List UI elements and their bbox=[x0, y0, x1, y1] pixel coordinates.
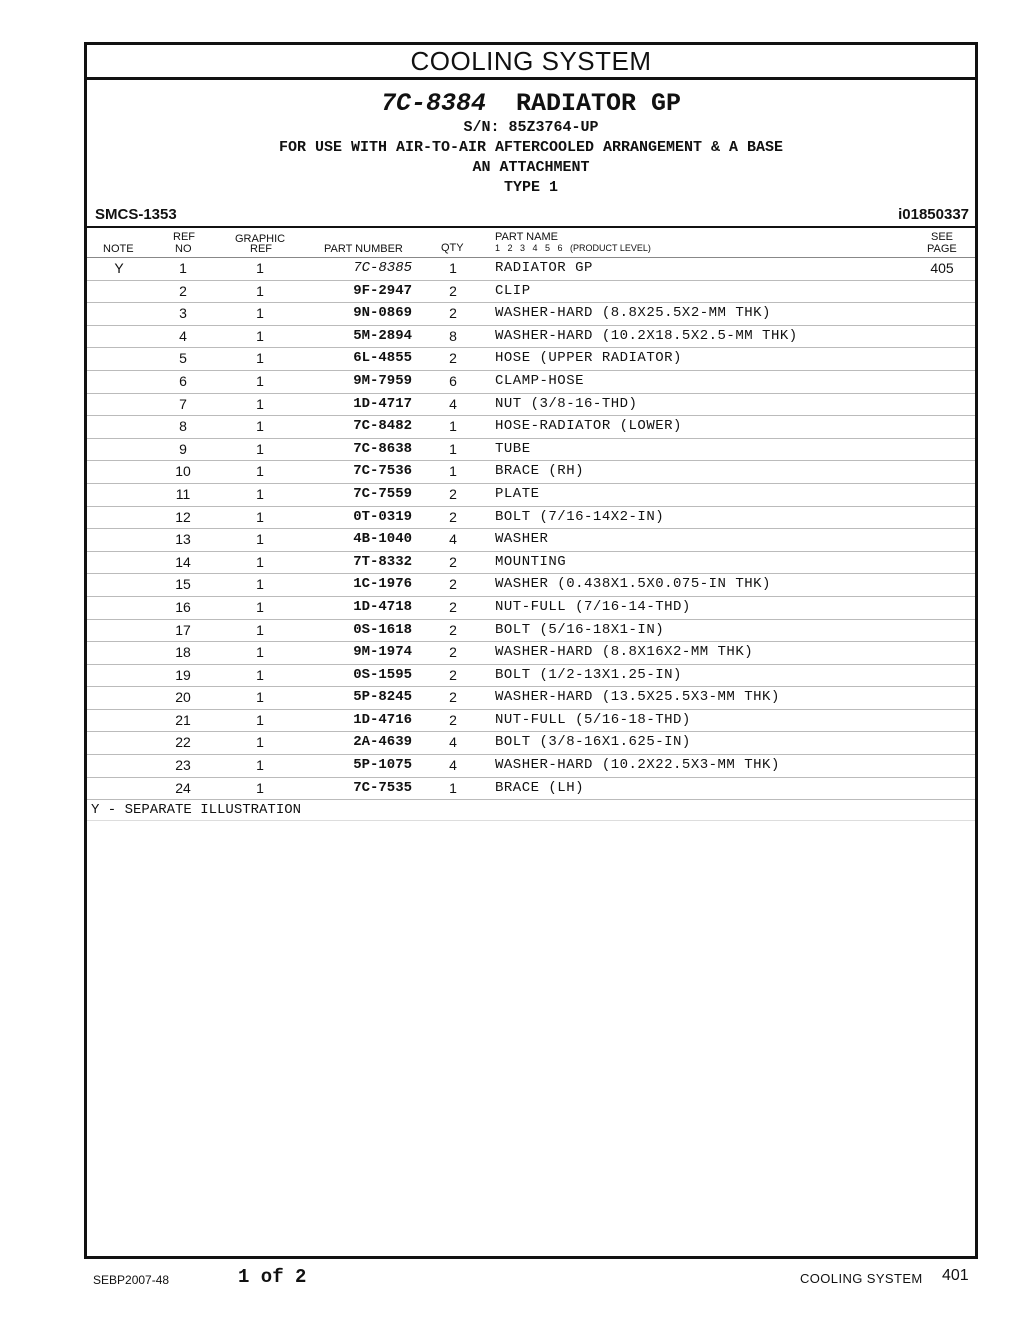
quantity-cell: 4 bbox=[449, 757, 457, 774]
group-name: RADIATOR GP bbox=[516, 89, 682, 118]
graphic-ref-cell: 1 bbox=[256, 757, 264, 774]
quantity-cell: 1 bbox=[449, 779, 457, 796]
ref-number-cell: 7 bbox=[179, 395, 187, 412]
part-number-link[interactable]: 7C-7559 bbox=[353, 485, 412, 502]
part-name-cell: BRACE (RH) bbox=[495, 463, 585, 480]
col-part-number: PART NUMBER bbox=[324, 243, 403, 255]
table-row bbox=[87, 326, 975, 349]
part-number-link[interactable]: 7T-8332 bbox=[353, 553, 412, 570]
part-number-link[interactable]: 5P-8245 bbox=[353, 689, 412, 706]
table-row bbox=[87, 665, 975, 688]
quantity-cell: 1 bbox=[449, 260, 457, 276]
part-number-link[interactable]: 7C-8638 bbox=[353, 440, 412, 457]
quantity-cell: 2 bbox=[449, 711, 457, 728]
quantity-cell: 2 bbox=[449, 485, 457, 502]
col-product-levels: 1 2 3 4 5 6 (PRODUCT LEVEL) bbox=[495, 243, 651, 253]
ref-number-cell: 14 bbox=[175, 553, 191, 570]
illustration-id: i01850337 bbox=[898, 206, 969, 223]
col-gref-top: GRAPHIC bbox=[235, 233, 286, 245]
part-name-cell: TUBE bbox=[495, 440, 531, 457]
table-row bbox=[87, 507, 975, 530]
graphic-ref-cell: 1 bbox=[256, 463, 264, 480]
usage-line-1: FOR USE WITH AIR-TO-AIR AFTERCOOLED ARRANGEMENT & A BASE bbox=[278, 139, 784, 156]
quantity-cell: 2 bbox=[449, 508, 457, 525]
graphic-ref-cell: 1 bbox=[256, 372, 264, 389]
quantity-cell: 1 bbox=[449, 463, 457, 480]
serial-number: S/N: 85Z3764-UP bbox=[463, 119, 599, 136]
part-number-link[interactable]: 1D-4716 bbox=[353, 711, 412, 728]
ref-number-cell: 19 bbox=[175, 666, 191, 683]
quantity-cell: 6 bbox=[449, 372, 457, 389]
part-name-cell: BOLT (7/16-14X2-IN) bbox=[495, 508, 665, 525]
part-name-cell: WASHER (0.438X1.5X0.075-IN THK) bbox=[495, 576, 771, 593]
table-row bbox=[87, 574, 975, 597]
graphic-ref-cell: 1 bbox=[256, 485, 264, 502]
table-row bbox=[87, 258, 975, 281]
table-row bbox=[87, 642, 975, 665]
ref-number-cell: 3 bbox=[179, 305, 187, 322]
part-name-cell: WASHER-HARD (10.2X18.5X2.5-MM THK) bbox=[495, 327, 798, 344]
part-number-link[interactable]: 0S-1618 bbox=[353, 621, 412, 638]
parts-list bbox=[87, 258, 975, 800]
graphic-ref-cell: 1 bbox=[256, 282, 264, 299]
ref-number-cell: 8 bbox=[179, 418, 187, 435]
graphic-ref-cell: 1 bbox=[256, 508, 264, 525]
ref-number-cell: 17 bbox=[175, 621, 191, 638]
graphic-ref-cell: 1 bbox=[256, 418, 264, 435]
table-row bbox=[87, 529, 975, 552]
col-note: NOTE bbox=[103, 243, 134, 255]
table-row bbox=[87, 552, 975, 575]
group-title bbox=[87, 90, 975, 118]
graphic-ref-cell: 1 bbox=[256, 666, 264, 683]
part-name-cell: WASHER-HARD (13.5X25.5X3-MM THK) bbox=[495, 689, 780, 706]
part-name-cell: CLAMP-HOSE bbox=[495, 372, 585, 389]
part-name-cell: NUT-FULL (5/16-18-THD) bbox=[495, 711, 691, 728]
graphic-ref-cell: 1 bbox=[256, 644, 264, 661]
table-row bbox=[87, 778, 975, 801]
table-row bbox=[87, 348, 975, 371]
quantity-cell: 2 bbox=[449, 689, 457, 706]
part-name-cell: BOLT (1/2-13X1.25-IN) bbox=[495, 666, 682, 683]
part-number-link[interactable]: 2A-4639 bbox=[353, 734, 412, 751]
table-row bbox=[87, 710, 975, 733]
graphic-ref-cell: 1 bbox=[256, 327, 264, 344]
table-row bbox=[87, 439, 975, 462]
table-row bbox=[87, 484, 975, 507]
quantity-cell: 2 bbox=[449, 666, 457, 683]
footnote: Y - SEPARATE ILLUSTRATION bbox=[91, 802, 302, 819]
table-row bbox=[87, 394, 975, 417]
part-name-cell: RADIATOR GP bbox=[495, 260, 593, 276]
graphic-ref-cell: 1 bbox=[256, 598, 264, 615]
col-see-bottom: PAGE bbox=[927, 243, 957, 255]
table-row bbox=[87, 620, 975, 643]
column-headers bbox=[87, 228, 975, 258]
part-number-link[interactable]: 6L-4855 bbox=[353, 350, 412, 367]
graphic-ref-cell: 1 bbox=[256, 531, 264, 548]
table-row bbox=[87, 281, 975, 304]
part-name-cell: WASHER bbox=[495, 531, 549, 548]
quantity-cell: 4 bbox=[449, 531, 457, 548]
part-number-link[interactable]: 0S-1595 bbox=[353, 666, 412, 683]
part-name-cell: MOUNTING bbox=[495, 553, 567, 570]
quantity-cell: 2 bbox=[449, 576, 457, 593]
part-number-link[interactable]: 7C-8385 bbox=[353, 260, 412, 276]
usage-line-2: AN ATTACHMENT bbox=[472, 159, 590, 176]
col-ref-bottom: NO bbox=[175, 243, 192, 255]
parts-page-frame bbox=[84, 42, 978, 1259]
part-number-link[interactable]: 5M-2894 bbox=[353, 327, 412, 344]
table-row bbox=[87, 303, 975, 326]
note-cell: Y bbox=[114, 260, 124, 276]
part-number-link[interactable]: 4B-1040 bbox=[353, 531, 412, 548]
footnote-row bbox=[87, 800, 975, 821]
col-ref-top: REF bbox=[173, 231, 195, 243]
table-row bbox=[87, 732, 975, 755]
graphic-ref-cell: 1 bbox=[256, 440, 264, 457]
ref-number-cell: 5 bbox=[179, 350, 187, 367]
table-row bbox=[87, 371, 975, 394]
table-row bbox=[87, 461, 975, 484]
graphic-ref-cell: 1 bbox=[256, 350, 264, 367]
quantity-cell: 2 bbox=[449, 305, 457, 322]
ref-number-cell: 13 bbox=[175, 531, 191, 548]
part-number-link[interactable]: 1C-1976 bbox=[353, 576, 412, 593]
group-header bbox=[87, 90, 975, 198]
ref-number-cell: 11 bbox=[175, 485, 191, 502]
table-row bbox=[87, 597, 975, 620]
graphic-ref-cell: 1 bbox=[256, 689, 264, 706]
part-name-cell: WASHER-HARD (10.2X22.5X3-MM THK) bbox=[495, 757, 780, 774]
part-name-cell: NUT (3/8-16-THD) bbox=[495, 395, 638, 412]
ref-number-cell: 20 bbox=[175, 689, 191, 706]
graphic-ref-cell: 1 bbox=[256, 576, 264, 593]
graphic-ref-cell: 1 bbox=[256, 734, 264, 751]
quantity-cell: 2 bbox=[449, 621, 457, 638]
graphic-ref-cell: 1 bbox=[256, 395, 264, 412]
part-number-link[interactable]: 0T-0319 bbox=[353, 508, 412, 525]
ref-number-cell: 24 bbox=[175, 779, 191, 796]
ref-number-cell: 9 bbox=[179, 440, 187, 457]
ref-number-cell: 23 bbox=[175, 757, 191, 774]
footer-section: COOLING SYSTEM bbox=[800, 1271, 923, 1286]
part-number-link[interactable]: 1D-4718 bbox=[353, 598, 412, 615]
part-number-link[interactable]: 9M-7959 bbox=[353, 372, 412, 389]
part-number-link[interactable]: 9N-0869 bbox=[353, 305, 412, 322]
part-number-link[interactable]: 5P-1075 bbox=[353, 757, 412, 774]
part-name-cell: BOLT (3/8-16X1.625-IN) bbox=[495, 734, 691, 751]
quantity-cell: 8 bbox=[449, 327, 457, 344]
page-of: 1 of 2 bbox=[238, 1266, 307, 1288]
part-number-link[interactable]: 9F-2947 bbox=[353, 282, 412, 299]
quantity-cell: 4 bbox=[449, 734, 457, 751]
graphic-ref-cell: 1 bbox=[256, 260, 264, 276]
table-row bbox=[87, 416, 975, 439]
part-name-cell: WASHER-HARD (8.8X16X2-MM THK) bbox=[495, 644, 754, 661]
table-row bbox=[87, 687, 975, 710]
ref-number-cell: 18 bbox=[175, 644, 191, 661]
ref-number-cell: 22 bbox=[175, 734, 191, 751]
quantity-cell: 2 bbox=[449, 350, 457, 367]
col-see-top: SEE bbox=[931, 231, 954, 243]
col-gref-bottom: REF bbox=[250, 243, 272, 255]
quantity-cell: 1 bbox=[449, 418, 457, 435]
ref-number-cell: 10 bbox=[175, 463, 191, 480]
quantity-cell: 4 bbox=[449, 395, 457, 412]
part-name-cell: HOSE-RADIATOR (LOWER) bbox=[495, 418, 682, 435]
part-number-link[interactable]: 7C-7535 bbox=[353, 779, 412, 796]
part-name-cell: BRACE (LH) bbox=[495, 779, 585, 796]
part-name-cell: NUT-FULL (7/16-14-THD) bbox=[495, 598, 691, 615]
part-name-cell: WASHER-HARD (8.8X25.5X2-MM THK) bbox=[495, 305, 771, 322]
col-qty: QTY bbox=[441, 242, 464, 254]
group-part-number[interactable]: 7C-8384 bbox=[380, 89, 486, 118]
ref-number-cell: 16 bbox=[175, 598, 191, 615]
ref-number-cell: 1 bbox=[179, 260, 187, 276]
part-number-link[interactable]: 9M-1974 bbox=[353, 644, 412, 661]
part-number-link[interactable]: 7C-8482 bbox=[353, 418, 412, 435]
graphic-ref-cell: 1 bbox=[256, 553, 264, 570]
type-line: TYPE 1 bbox=[503, 179, 558, 196]
quantity-cell: 2 bbox=[449, 282, 457, 299]
quantity-cell: 2 bbox=[449, 644, 457, 661]
quantity-cell: 2 bbox=[449, 598, 457, 615]
table-row bbox=[87, 755, 975, 778]
quantity-cell: 2 bbox=[449, 553, 457, 570]
smcs-code: SMCS-1353 bbox=[95, 206, 177, 223]
page-number: 401 bbox=[942, 1267, 969, 1284]
smcs-row bbox=[87, 204, 975, 228]
section-title: COOLING SYSTEM bbox=[87, 45, 975, 80]
ref-number-cell: 4 bbox=[179, 327, 187, 344]
part-number-link[interactable]: 7C-7536 bbox=[353, 463, 412, 480]
ref-number-cell: 6 bbox=[179, 372, 187, 389]
part-name-cell: CLIP bbox=[495, 282, 531, 299]
ref-number-cell: 21 bbox=[175, 711, 191, 728]
quantity-cell: 1 bbox=[449, 440, 457, 457]
part-number-link[interactable]: 1D-4717 bbox=[353, 395, 412, 412]
part-name-cell: BOLT (5/16-18X1-IN) bbox=[495, 621, 665, 638]
graphic-ref-cell: 1 bbox=[256, 621, 264, 638]
document-id: SEBP2007-48 bbox=[93, 1273, 170, 1287]
ref-number-cell: 2 bbox=[179, 282, 187, 299]
part-name-cell: HOSE (UPPER RADIATOR) bbox=[495, 350, 682, 367]
part-name-cell: PLATE bbox=[495, 485, 540, 502]
graphic-ref-cell: 1 bbox=[256, 779, 264, 796]
col-part-name: PART NAME bbox=[495, 231, 558, 243]
page-footer bbox=[0, 1264, 1020, 1294]
graphic-ref-cell: 1 bbox=[256, 305, 264, 322]
ref-number-cell: 15 bbox=[175, 576, 191, 593]
ref-number-cell: 12 bbox=[175, 508, 191, 525]
see-page-link[interactable]: 405 bbox=[930, 260, 954, 276]
graphic-ref-cell: 1 bbox=[256, 711, 264, 728]
